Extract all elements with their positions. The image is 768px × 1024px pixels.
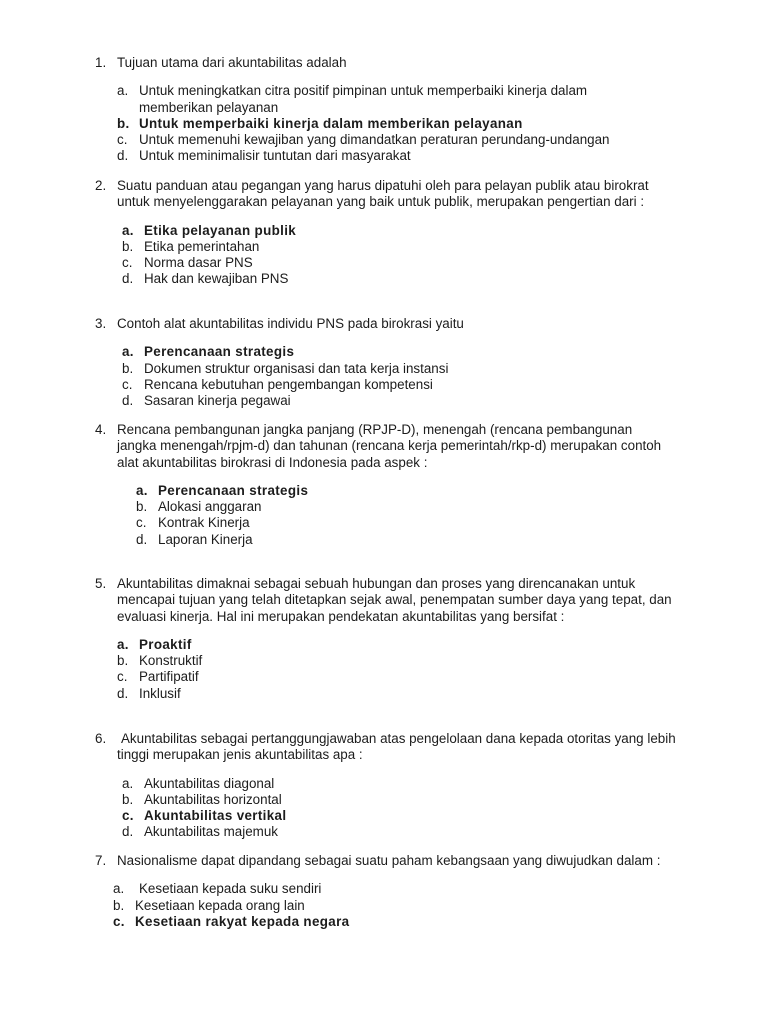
option-a-correct: a. Perencanaan strategis <box>136 482 309 498</box>
option-list <box>122 776 695 841</box>
option-c: c. Kontrak Kinerja <box>136 515 250 531</box>
question-text: Tujuan utama dari akuntabilitas adalah <box>117 55 347 70</box>
option-a: a. Akuntabilitas diagonal <box>122 775 275 791</box>
option-list <box>113 881 695 930</box>
option-b: b. Etika pemerintahan <box>122 238 260 254</box>
option-c-correct: c. Kesetiaan rakyat kepada negara <box>113 913 350 929</box>
question-text: Akuntabilitas sebagai pertanggungjawaban atas pengelolaan dana kepada otoritas yang lebih tinggi merupakan jenis akuntabilitas apa : <box>117 731 676 763</box>
option-a-correct: a. Etika pelayanan publik <box>122 222 297 238</box>
question-number: 4. <box>95 422 107 437</box>
question-number: 7. <box>95 853 107 868</box>
question-3 <box>95 316 695 409</box>
option-b-correct: b. Untuk memperbaiki kinerja dalam memberikan pelayanan <box>117 115 523 131</box>
option-b: b. Dokumen struktur organisasi dan tata kerja instansi <box>122 360 449 376</box>
question-number: 5. <box>95 576 107 591</box>
option-b: b. Alokasi anggaran <box>136 499 262 515</box>
option-c-correct: c. Akuntabilitas vertikal <box>122 808 287 824</box>
question-1 <box>95 55 695 165</box>
option-a: a. Untuk meningkatkan citra positif pimpinan untuk memperbaiki kinerja dalam memberikan pelayanan <box>117 83 588 115</box>
option-b: b. Kesetiaan kepada orang lain <box>113 897 305 913</box>
option-list <box>117 637 695 702</box>
option-c: c. Norma dasar PNS <box>122 255 253 271</box>
question-7 <box>95 853 695 930</box>
option-b: b. Konstruktif <box>117 653 203 669</box>
option-list <box>136 483 695 548</box>
question-number: 3. <box>95 316 107 331</box>
question-number: 2. <box>95 178 107 193</box>
question-6 <box>95 731 695 841</box>
option-d: d. Untuk meminimalisir tuntutan dari masyarakat <box>117 148 411 164</box>
question-text: Contoh alat akuntabilitas individu PNS pada birokrasi yaitu <box>117 316 464 331</box>
option-list <box>122 223 695 288</box>
option-c: c. Untuk memenuhi kewajiban yang dimandatkan peraturan perundang-undangan <box>117 132 610 148</box>
option-list <box>122 344 695 409</box>
option-d: d. Sasaran kinerja pegawai <box>122 393 291 409</box>
option-a-correct: a. Perencanaan strategis <box>122 344 295 360</box>
question-2 <box>95 178 695 288</box>
option-c: c. Rencana kebutuhan pengembangan kompetensi <box>122 376 433 392</box>
option-d: d. Akuntabilitas majemuk <box>122 824 278 840</box>
option-c: c. Partifipatif <box>117 669 199 685</box>
question-4 <box>95 422 695 548</box>
question-text: Nasionalisme dapat dipandang sebagai suatu paham kebangsaan yang diwujudkan dalam : <box>117 853 661 868</box>
question-number: 1. <box>95 55 107 70</box>
option-d: d. Laporan Kinerja <box>136 531 253 547</box>
question-5 <box>95 576 695 702</box>
option-d: d. Inklusif <box>117 685 181 701</box>
question-text: Akuntabilitas dimaknai sebagai sebuah hubungan dan proses yang direncanakan untuk mencapai tujuan yang telah ditetapkan sejak awal, penempatan sumber daya yang tepat, dan evaluasi kinerja. Hal ini merupakan pendekatan akuntabilitas yang bersifat : <box>117 576 672 624</box>
question-text: Suatu panduan atau pegangan yang harus dipatuhi oleh para pelayan publik atau birokrat untuk menyelenggarakan pelayanan yang baik untuk publik, merupakan pengertian dari : <box>117 178 649 210</box>
option-a-correct: a. Proaktif <box>117 636 192 652</box>
option-a: a. Kesetiaan kepada suku sendiri <box>113 881 322 897</box>
option-b: b. Akuntabilitas horizontal <box>122 791 282 807</box>
option-list <box>117 83 657 164</box>
question-text: Rencana pembangunan jangka panjang (RPJP-D), menengah (rencana pembangunan jangka menengah/rpjm-d) dan tahunan (rencana kerja pemerintah/rkp-d) merupakan contoh alat akuntabilitas birokrasi di Indonesia pada aspek : <box>117 422 662 470</box>
option-d: d. Hak dan kewajiban PNS <box>122 271 289 287</box>
question-number: 6. <box>95 731 107 746</box>
